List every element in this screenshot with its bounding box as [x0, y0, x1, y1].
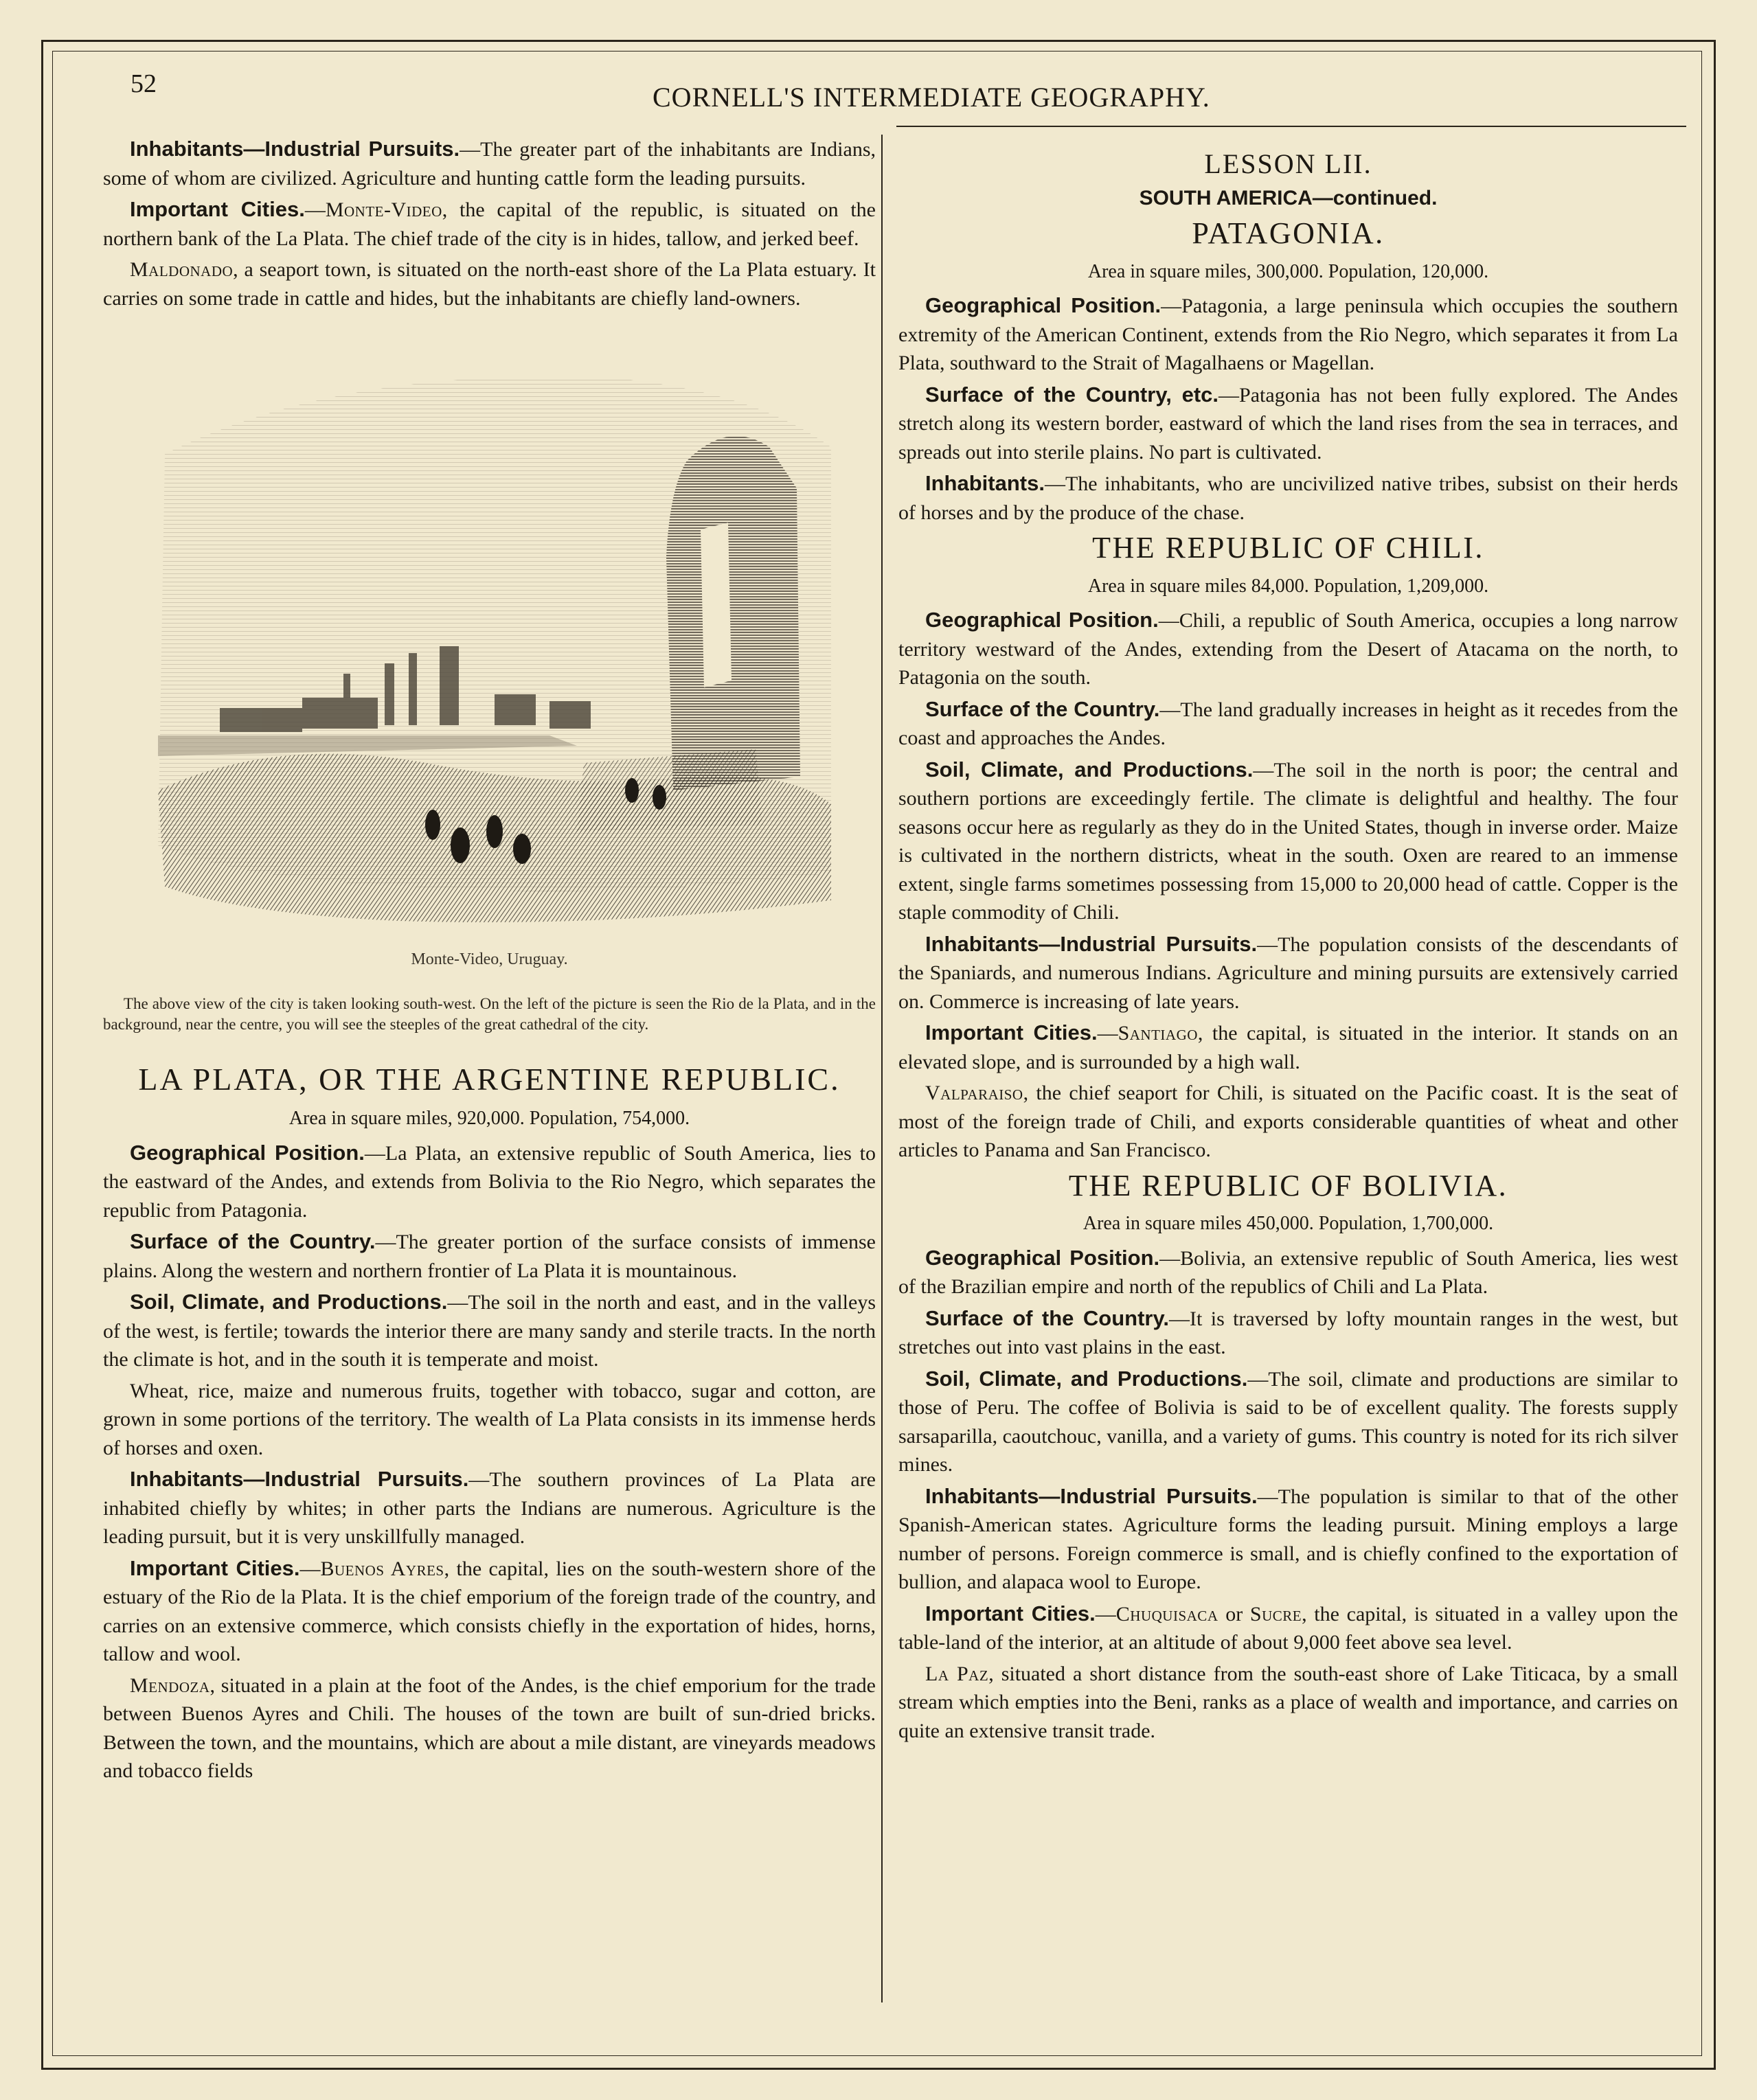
patagonia-title: PATAGONIA.	[1192, 216, 1385, 250]
patagonia-position-paragraph: Geographical Position.—Patagonia, a large peninsula which occupies the southern extremity of the American Continent, extends from the Rio Negro, which separates it from La Plata, southward to the Strait of Magalhaens or Magellan.	[898, 293, 1679, 374]
la-plata-area-line: Area in square miles, 920,000. Population, 754,000.	[288, 1108, 690, 1129]
la-plata-crops-paragraph: Wheat, rice, maize and numerous fruits, together with tobacco, sugar and cotton, are grown in some portions of the territory. The wealth of La Plata consists in its immense herds of horses and oxen.	[103, 1379, 876, 1459]
uruguay-cities-paragraph: Important Cities.—Monte-Video, the capital of the republic, is situated on the northern bank of the La Plata. The chief trade of the city is in hides, tallow, and jerked beef.	[103, 197, 876, 250]
chili-area-line: Area in square miles 84,000. Population, 1,209,000.	[1087, 575, 1489, 597]
bolivia-area-line: Area in square miles 450,000. Population, 1,700,000.	[1082, 1213, 1494, 1234]
chili-surface-paragraph: Surface of the Country.—The land gradually increases in height as it recedes from the coast and approaches the Andes.	[898, 696, 1678, 749]
uruguay-inhabitants-paragraph: Inhabitants—Industrial Pursuits.—The greater part of the inhabitants are Indians, some of whom are civilized. Agriculture and hunting cattle form the leading pursuits.	[103, 137, 876, 190]
la-plata-position-paragraph: Geographical Position.—La Plata, an extensive republic of South America, lies to the eastward of the Andes, and extends from Bolivia to the Rio Negro, which separates the republic from Patagonia.	[103, 1140, 876, 1222]
topic-heading: Important Cities.	[925, 1601, 1096, 1625]
lesson-subhead: SOUTH AMERICA—continued.	[1139, 186, 1438, 209]
city-name: Santiago	[1118, 1022, 1198, 1045]
bolivia-soil-paragraph: Soil, Climate, and Productions.—The soil, climate and productions are similar to those of Peru. The coffee of Bolivia is said to be of excellent quality. The forests supply sarsaparilla, caoutchouc, vanilla, and a variety of gums. This country is noted for its rich silver mines.	[898, 1366, 1678, 1476]
page-number: 52	[131, 69, 157, 98]
topic-heading: Inhabitants—Industrial Pursuits.	[925, 931, 1258, 956]
city-name: Chuquisaca	[1115, 1602, 1218, 1625]
chili-inhabitants-paragraph: Inhabitants—Industrial Pursuits.—The population consists of the descendants of the Spaniards, and numerous Indians. Agriculture and mining pursuits are extensively carried on. Commerce is increasing of late years.	[898, 931, 1678, 1013]
topic-heading: Inhabitants—Industrial Pursuits.	[130, 1467, 469, 1491]
bolivia-cities-paragraph: Important Cities.—Chuquisaca or Sucre, the capital, is situated in a valley upon the table-land of the interior, at an altitude of about 9,000 feet above sea level.	[898, 1601, 1678, 1654]
column-divider	[881, 135, 883, 2002]
la-plata-inhabitants-paragraph: Inhabitants—Industrial Pursuits.—The southern provinces of La Plata are inhabited chiefly by whites; in other parts the Indians are numerous. Agriculture is the leading pursuit, but it is very unskillfully managed.	[103, 1467, 876, 1548]
topic-heading: Surface of the Country.	[925, 1305, 1170, 1330]
topic-heading: Geographical Position.	[130, 1140, 365, 1165]
chili-position-paragraph: Geographical Position.—Chili, a republic of South America, occupies a long narrow territory westward of the Andes, extending from the Desert of Atacama on the north, to Patagonia on the south.	[898, 608, 1678, 689]
city-name: Buenos Ayres	[320, 1557, 444, 1580]
topic-heading: Soil, Climate, and Productions.	[130, 1290, 448, 1314]
la-plata-soil-paragraph: Soil, Climate, and Productions.—The soil in the north and east, and in the valleys of the west, is fertile; towards the interior there are many sandy and sterile tracts. In the north the climate is hot, and in the south it is temperate and moist.	[103, 1290, 876, 1371]
bolivia-title: THE REPUBLIC OF BOLIVIA.	[1068, 1168, 1508, 1202]
topic-heading: Geographical Position.	[925, 293, 1161, 317]
city-name: Maldonado	[130, 258, 234, 281]
topic-heading: Geographical Position.	[925, 1245, 1160, 1270]
patagonia-inhabitants-paragraph: Inhabitants.—The inhabitants, who are uncivilized native tribes, subsist on their herds of horses and by the produce of the chase.	[898, 471, 1678, 524]
figure-caption-text: The above view of the city is taken looking south-west. On the left of the picture is seen the Rio de la Plata, and in the background, near the centre, you will see the steeples of the great cathedral of the city.	[103, 994, 876, 1033]
bolivia-surface-paragraph: Surface of the Country.—It is traversed by lofty mountain ranges in the west, but stretches out into vast plains in the east.	[898, 1305, 1678, 1358]
bolivia-position-paragraph: Geographical Position.—Bolivia, an extensive republic of South America, lies west of the Brazilian empire and north of the republics of Chili and La Plata.	[898, 1245, 1678, 1298]
bolivia-la-paz-paragraph: La Paz, situated a short distance from the south-east shore of Lake Titicaca, by a small stream which empties into the Beni, ranks as a place of wealth and importance, and carries on quite an extensive transit trade.	[898, 1662, 1679, 1742]
engraving-illustration	[137, 351, 845, 941]
la-plata-title: LA PLATA, OR THE ARGENTINE REPUBLIC.	[138, 1061, 841, 1097]
topic-heading: Soil, Climate, and Productions.	[925, 1366, 1248, 1391]
left-column	[103, 135, 876, 1785]
figure-caption-title: Monte-Video, Uruguay.	[411, 950, 568, 968]
chili-valparaiso-paragraph: Valparaiso, the chief seaport for Chili, is situated on the Pacific coast. It is the seat of most of the foreign trade of Chili, and exports considerable quantities of wheat and other articles to Panama and San Francisco.	[898, 1082, 1678, 1161]
city-name: Sucre	[1249, 1602, 1302, 1625]
chili-soil-paragraph: Soil, Climate, and Productions.—The soil in the north is poor; the central and southern portions are exceedingly fertile. The climate is delightful and healthy. The four seasons occur here as regularly as they do in the United States, though in inverse order. Maize is cultivated in the northern districts, wheat in the south. Oxen are reared to an immense extent, single farms sometimes possessing from 15,000 to 20,000 head of cattle. Copper is the staple commodity of Chili.	[898, 757, 1679, 924]
city-name: Monte-Video	[325, 198, 442, 221]
topic-heading: Inhabitants—Industrial Pursuits.	[925, 1483, 1258, 1508]
la-plata-cities-paragraph: Important Cities.—Buenos Ayres, the capital, lies on the south-western shore of the estuary of the Rio de la Plata. It is the chief emporium of the foreign trade of the country, and carries on an extensive commerce, which consists chiefly in the exportation of hides, horns, tallow and wool.	[103, 1555, 876, 1665]
montevideo-engraving	[103, 351, 876, 941]
city-name: Mendoza	[130, 1674, 210, 1697]
patagonia-surface-paragraph: Surface of the Country, etc.—Patagonia has not been fully explored. The Andes stretch along its western border, eastward of which the land rises from the sea in terraces, and spreads out into sterile plains. No part is cultivated.	[898, 382, 1678, 464]
la-plata-mendoza-paragraph: Mendoza, situated in a plain at the foot of the Andes, is the chief emporium for the trade between Buenos Ayres and Chili. The houses of the town are built of sun-dried bricks. Between the town, and the mountains, which are about a mile distant, are vineyards meadows and tobacco fields	[103, 1674, 876, 1782]
topic-heading: Important Cities.	[130, 1555, 300, 1580]
lesson-heading: LESSON LII.	[1204, 148, 1372, 179]
la-plata-surface-paragraph: Surface of the Country.—The greater portion of the surface consists of immense plains. Along the western and northern frontier of La Plata it is mountainous.	[103, 1229, 876, 1282]
topic-heading: Surface of the Country, etc.	[925, 382, 1219, 407]
topic-heading: Inhabitants—Industrial Pursuits.	[130, 137, 460, 161]
city-name: Valparaiso	[925, 1082, 1023, 1104]
topic-heading: Inhabitants.	[925, 471, 1045, 495]
patagonia-area-line: Area in square miles, 300,000. Population, 120,000.	[1087, 260, 1489, 282]
chili-title: THE REPUBLIC OF CHILI.	[1092, 531, 1484, 564]
running-title: CORNELL'S INTERMEDIATE GEOGRAPHY.	[653, 82, 1210, 113]
topic-heading: Important Cities.	[925, 1020, 1098, 1045]
topic-heading: Geographical Position.	[925, 608, 1159, 632]
right-column	[898, 135, 1678, 1745]
topic-heading: Soil, Climate, and Productions.	[925, 757, 1254, 781]
header-rule	[896, 126, 1686, 127]
topic-heading: Important Cities.	[130, 197, 305, 221]
topic-heading: Surface of the Country.	[925, 696, 1160, 721]
uruguay-maldonado-paragraph: Maldonado, a seaport town, is situated on the north-east shore of the La Plata estuary. It carries on some trade in cattle and hides, but the inhabitants are chiefly land-owners.	[103, 258, 876, 310]
city-name: La Paz	[925, 1662, 989, 1685]
bolivia-inhabitants-paragraph: Inhabitants—Industrial Pursuits.—The population is similar to that of the other Spanish-American states. Agriculture forms the leading pursuit. Mining employs a large number of persons. Foreign commerce is small, and is chiefly confined to the exportation of bullion, and alapaca wool to Europe.	[898, 1483, 1678, 1593]
chili-cities-paragraph: Important Cities.—Santiago, the capital, is situated in the interior. It stands on an elevated slope, and is surrounded by a high wall.	[898, 1020, 1678, 1073]
topic-heading: Surface of the Country.	[130, 1229, 376, 1253]
